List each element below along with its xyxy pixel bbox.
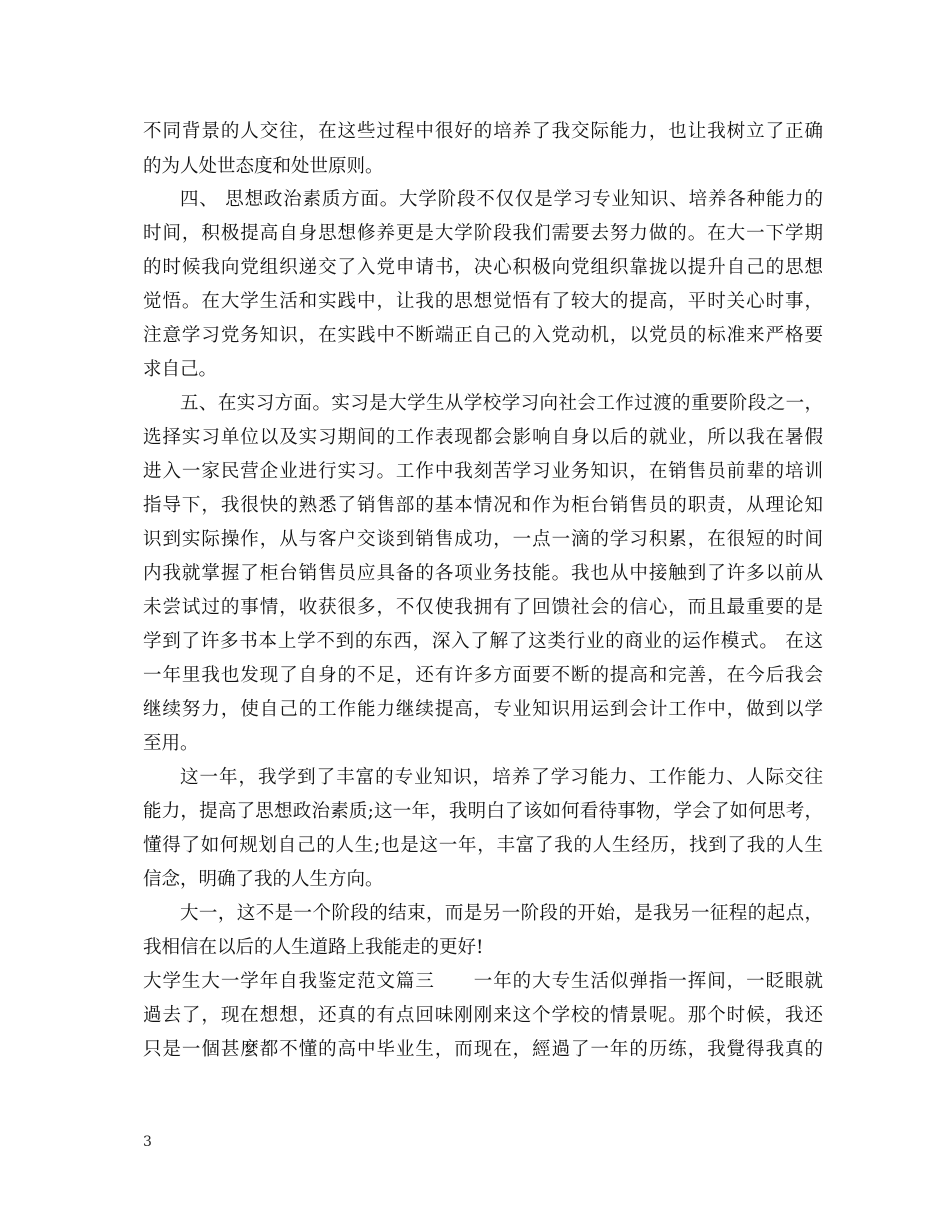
paragraph-start-line: 这一年，我学到了丰富的专业知识，培养了学习能力、工作能力、人际交往 <box>180 767 823 788</box>
paragraph-start-line: 大一，这不是一个阶段的结束，而是另一阶段的开始，是我另一征程的起点， <box>180 903 823 924</box>
text-line: 未尝试过的事情，收获很多，不仅使我拥有了回馈社会的信心，而且最重要的是 <box>143 597 823 618</box>
text-line: 时间，积极提高自身思想修养更是大学阶段我们需要去努力做的。在大一下学期 <box>143 223 823 244</box>
section-heading-line: 大学生大一学年自我鉴定范文篇三 一年的大专生活似弹指一挥间，一眨眼就 <box>143 971 823 992</box>
text-line: 能力，提高了思想政治素质;这一年，我明白了该如何看待事物，学会了如何思考， <box>143 801 823 822</box>
paragraph-start-line: 五、在实习方面。实习是大学生从学校学习向社会工作过渡的重要阶段之一， <box>180 393 823 414</box>
text-line: 识到实际操作，从与客户交谈到销售成功，一点一滴的学习积累，在很短的时间 <box>143 529 823 550</box>
text-line: 信念，明确了我的人生方向。 <box>143 869 384 890</box>
text-line: 只是一個甚麼都不懂的高中毕业生，而现在，經過了一年的历练，我覺得我真的 <box>143 1039 823 1060</box>
text-line: 觉悟。在大学生活和实践中，让我的思想觉悟有了较大的提高，平时关心时事， <box>143 291 823 312</box>
paragraph-start-line: 四、 思想政治素质方面。大学阶段不仅仅是学习专业知识、培养各种能力的 <box>180 189 823 210</box>
text-line: 的时候我向党组织递交了入党申请书，决心积极向党组织靠拢以提升自己的思想 <box>143 257 823 278</box>
text-line: 懂得了如何规划自己的人生;也是这一年，丰富了我的人生经历，找到了我的人生 <box>143 835 823 856</box>
text-line: 至用。 <box>143 733 199 754</box>
text-line: 求自己。 <box>143 359 218 380</box>
text-line: 学到了许多书本上学不到的东西，深入了解了这类行业的商业的运作模式。 在这 <box>143 631 823 652</box>
text-line: 不同背景的人交往，在这些过程中很好的培养了我交际能力，也让我树立了正确 <box>143 121 823 142</box>
text-line: 一年里我也发现了自身的不足，还有许多方面要不断的提高和完善，在今后我会 <box>143 665 823 686</box>
text-line: 继续努力，使自己的工作能力继续提高，专业知识用运到会计工作中，做到以学 <box>143 699 823 720</box>
text-line: 過去了，现在想想，还真的有点回味刚刚来这个学校的情景呢。那个时候，我还 <box>143 1005 823 1026</box>
text-line: 注意学习党务知识，在实践中不断端正自己的入党动机，以党员的标准来严格要 <box>143 325 823 346</box>
page-number: 3 <box>143 1134 152 1150</box>
text-line: 进入一家民营企业进行实习。工作中我刻苦学习业务知识，在销售员前辈的培训 <box>143 461 823 482</box>
text-line: 的为人处世态度和处世原则。 <box>143 156 384 177</box>
text-line: 指导下，我很快的熟悉了销售部的基本情况和作为柜台销售员的职责，从理论知 <box>143 495 823 516</box>
text-line: 选择实习单位以及实习期间的工作表现都会影响自身以后的就业，所以我在暑假 <box>143 427 823 448</box>
text-line: 内我就掌握了柜台销售员应具备的各项业务技能。我也从中接触到了许多以前从 <box>143 563 823 584</box>
text-line: 我相信在以后的人生道路上我能走的更好! <box>143 937 484 958</box>
